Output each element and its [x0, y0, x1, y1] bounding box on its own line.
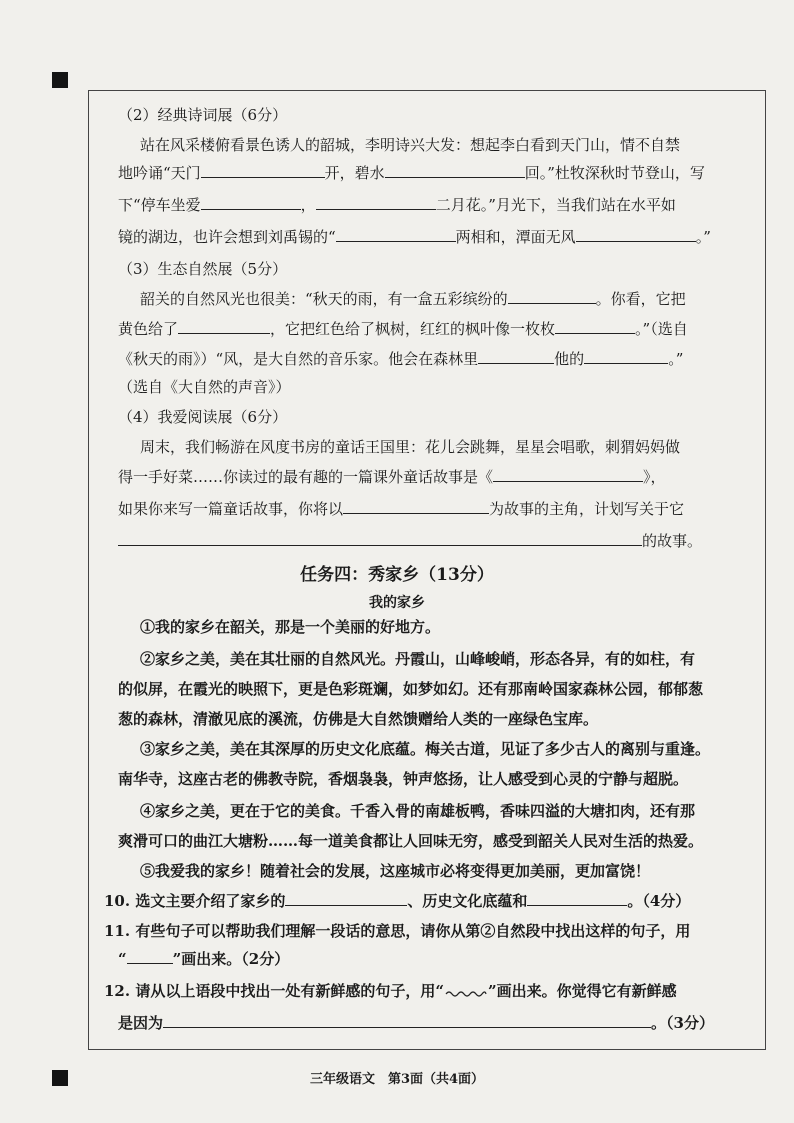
question-12-l1: 12. 请从以上语段中找出一处有新鲜感的句子，用“ ”画出来。你觉得它有新鲜感: [104, 982, 677, 1000]
essay-para-2-l1: ②家乡之美，美在其壮丽的自然风光。丹霞山，山峰峻峭，形态各异，有的如柱，有: [140, 650, 696, 668]
s2-line2: 地吟诵“天门 开，碧水 回。”杜牧深秋时节登山，写: [118, 164, 705, 182]
s3-line3: 《秋天的雨》）“风，是大自然的音乐家。他会在森林里 他的 。”: [118, 350, 684, 368]
answer-blank[interactable]: [201, 162, 325, 178]
essay-title: 我的家乡: [369, 595, 425, 611]
answer-blank[interactable]: [201, 194, 301, 210]
essay-para-4-l2: 爽滑可口的曲江大塘粉……每一道美食都让人回味无穷，感受到韶关人民对生活的热爱。: [118, 832, 704, 850]
page-footer: 三年级语文 第3面（共4面）: [309, 1072, 485, 1087]
task-4-title: 任务四：秀家乡（13分）: [300, 565, 494, 585]
s3-line4: （选自《大自然的声音》）: [118, 378, 291, 396]
answer-blank[interactable]: [385, 162, 525, 178]
s3-line2: 黄色给了 ，它把红色给了枫树，红红的枫叶像一枚枚 。”（选自: [118, 320, 688, 338]
book-title-blank[interactable]: [493, 466, 643, 482]
answer-blank[interactable]: [584, 348, 668, 364]
section-3-title: （3）生态自然展（5分）: [118, 260, 288, 278]
s4-line1: 周末，我们畅游在风度书房的童话王国里：花儿会跳舞，星星会唱歌，刺猬妈妈做: [140, 438, 681, 456]
section-4-title: （4）我爱阅读展（6分）: [118, 408, 288, 426]
registration-mark-top: [52, 72, 68, 88]
answer-blank[interactable]: [508, 288, 596, 304]
question-11-l1: 11. 有些句子可以帮助我们理解一段话的意思，请你从第②自然段中找出这样的句子，用: [104, 922, 691, 940]
answer-blank[interactable]: [343, 498, 489, 514]
s3-line1: 韶关的自然风光也很美：“秋天的雨，有一盒五彩缤纷的 。你看，它把: [140, 290, 686, 308]
section-2-title: （2）经典诗词展（6分）: [118, 106, 288, 124]
answer-blank[interactable]: [527, 890, 627, 906]
answer-blank[interactable]: [285, 890, 407, 906]
answer-blank[interactable]: [555, 318, 635, 334]
answer-blank[interactable]: [316, 194, 436, 210]
answer-blank[interactable]: [576, 226, 696, 242]
answer-blank[interactable]: [336, 226, 456, 242]
s2-line1: 站在风采楼俯看景色诱人的韶城，李明诗兴大发：想起李白看到天门山，情不自禁: [140, 136, 681, 154]
s2-line3: 下“停车坐爱 ， 二月花。”月光下，当我们站在水平如: [118, 196, 676, 214]
question-11-l2: “ ”画出来。（2分）: [118, 950, 290, 968]
wavy-line-icon: [444, 986, 488, 998]
question-12-l2: 是因为 。（3分）: [118, 1014, 714, 1032]
s2-line4: 镜的湖边，也许会想到刘禹锡的“ 两相和，潭面无风 。”: [118, 228, 711, 246]
essay-para-5: ⑤我爱我的家乡！随着社会的发展，这座城市必将变得更加美丽，更加富饶！: [140, 862, 651, 880]
essay-para-1: ①我的家乡在韶关，那是一个美丽的好地方。: [140, 618, 441, 636]
answer-blank[interactable]: [163, 1012, 651, 1028]
question-10: 10. 选文主要介绍了家乡的 、历史文化底蕴和 。（4分）: [104, 892, 691, 910]
s4-line2: 得一手好菜……你读过的最有趣的一篇课外童话故事是《 》，: [118, 468, 666, 486]
essay-para-2-l3: 葱的森林，清澈见底的溪流，仿佛是大自然馈赠给人类的一座绿色宝库。: [118, 710, 599, 728]
essay-para-4-l1: ④家乡之美，更在于它的美食。千香入骨的南雄板鸭，香味四溢的大塘扣肉，还有那: [140, 802, 696, 820]
essay-para-3-l2: 南华寺，这座古老的佛教寺院，香烟袅袅，钟声悠扬，让人感受到心灵的宁静与超脱。: [118, 770, 689, 788]
answer-blank[interactable]: [478, 348, 554, 364]
essay-para-3-l1: ③家乡之美，美在其深厚的历史文化底蕴。梅关古道，见证了多少古人的离别与重逢。: [140, 740, 711, 758]
s4-line4: 的故事。: [118, 530, 702, 552]
essay-para-2-l2: 的似屏，在霞光的映照下，更是色彩斑斓，如梦如幻。还有那南岭国家森林公园，郁郁葱: [118, 680, 704, 698]
underline-sample: [127, 948, 173, 964]
answer-blank[interactable]: [118, 530, 642, 546]
answer-blank[interactable]: [178, 318, 270, 334]
s4-line3: 如果你来写一篇童话故事，你将以 为故事的主角，计划写关于它: [118, 500, 685, 518]
